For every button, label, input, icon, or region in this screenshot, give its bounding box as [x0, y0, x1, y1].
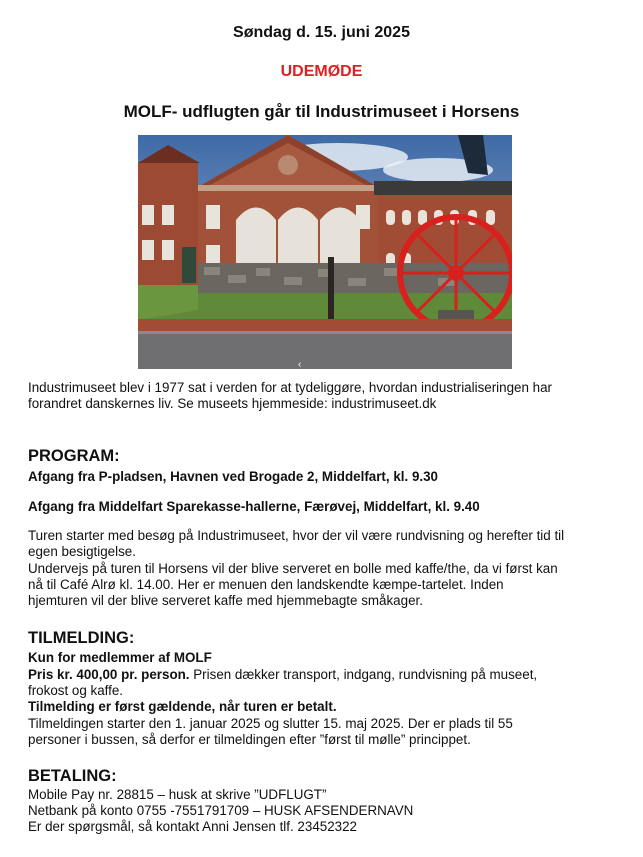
price-bold: Pris kr. 400,00 pr. person. [28, 667, 190, 682]
valid-note: Tilmelding er først gældende, når turen er betalt. [28, 699, 337, 714]
gallery-prev-icon: ‹ [298, 359, 302, 369]
program-paragraph-2: Undervejs på turen til Horsens vil der blive serveret en bolle med kaffe/the, da vi først kan nå til Café Alrø kl. 14.00. Her er menuen den landskendte kæmpe-tartelet. Inden hjemturen vil der blive serveret kaffe med hjemmebagte småkager. [28, 561, 558, 608]
program-heading: PROGRAM: [28, 447, 120, 465]
museum-photo [138, 135, 512, 369]
members-only: Kun for medlemmer af MOLF [28, 650, 212, 665]
price-text: Pris kr. 400,00 pr. person. Prisen dækker transport, indgang, rundvisning på museet, frokost og kaffe. [28, 667, 538, 698]
program-paragraph-1: Turen starter med besøg på Industrimuseet, hvor der vil være rundvisning og herefter tid til egen besigtigelse. [28, 528, 565, 559]
headline: MOLF- udflugten går til Industrimuseet i Horsens [123, 102, 520, 121]
payment-heading: BETALING: [28, 767, 117, 785]
registration-info: Tilmeldingen starter den 1. januar 2025 og slutter 15. maj 2025. Der er plads til 55 personer i bussen, så derfor er tilmeldingen efter ”først til mølle” princippet. [28, 716, 513, 747]
contact-line: Er der spørgsmål, så kontakt Anni Jensen tlf. 23452322 [28, 819, 357, 834]
payment-lines [28, 787, 624, 835]
departure-1: Afgang fra P-pladsen, Havnen ved Brogade 2, Middelfart, kl. 9.30 [28, 469, 439, 484]
event-date: Søndag d. 15. juni 2025 [233, 24, 410, 41]
intro-text: Industrimuseet blev i 1977 sat i verden for at tydeliggøre, hvordan industrialiseringen har forandret danskernes liv. Se museets hjemmeside: industrimuseet.dk [28, 380, 553, 411]
departure-2: Afgang fra Middelfart Sparekasse-hallerne, Færøvej, Middelfart, kl. 9.40 [28, 499, 480, 514]
notice-udemode: UDEMØDE [280, 63, 363, 80]
registration-heading: TILMELDING: [28, 629, 135, 647]
netbank-line: Netbank på konto 0755 -7551791709 – HUSK AFSENDERNAVN [28, 803, 414, 818]
mobilepay-line: Mobile Pay nr. 28815 – husk at skrive ”UDFLUGT” [28, 787, 327, 802]
